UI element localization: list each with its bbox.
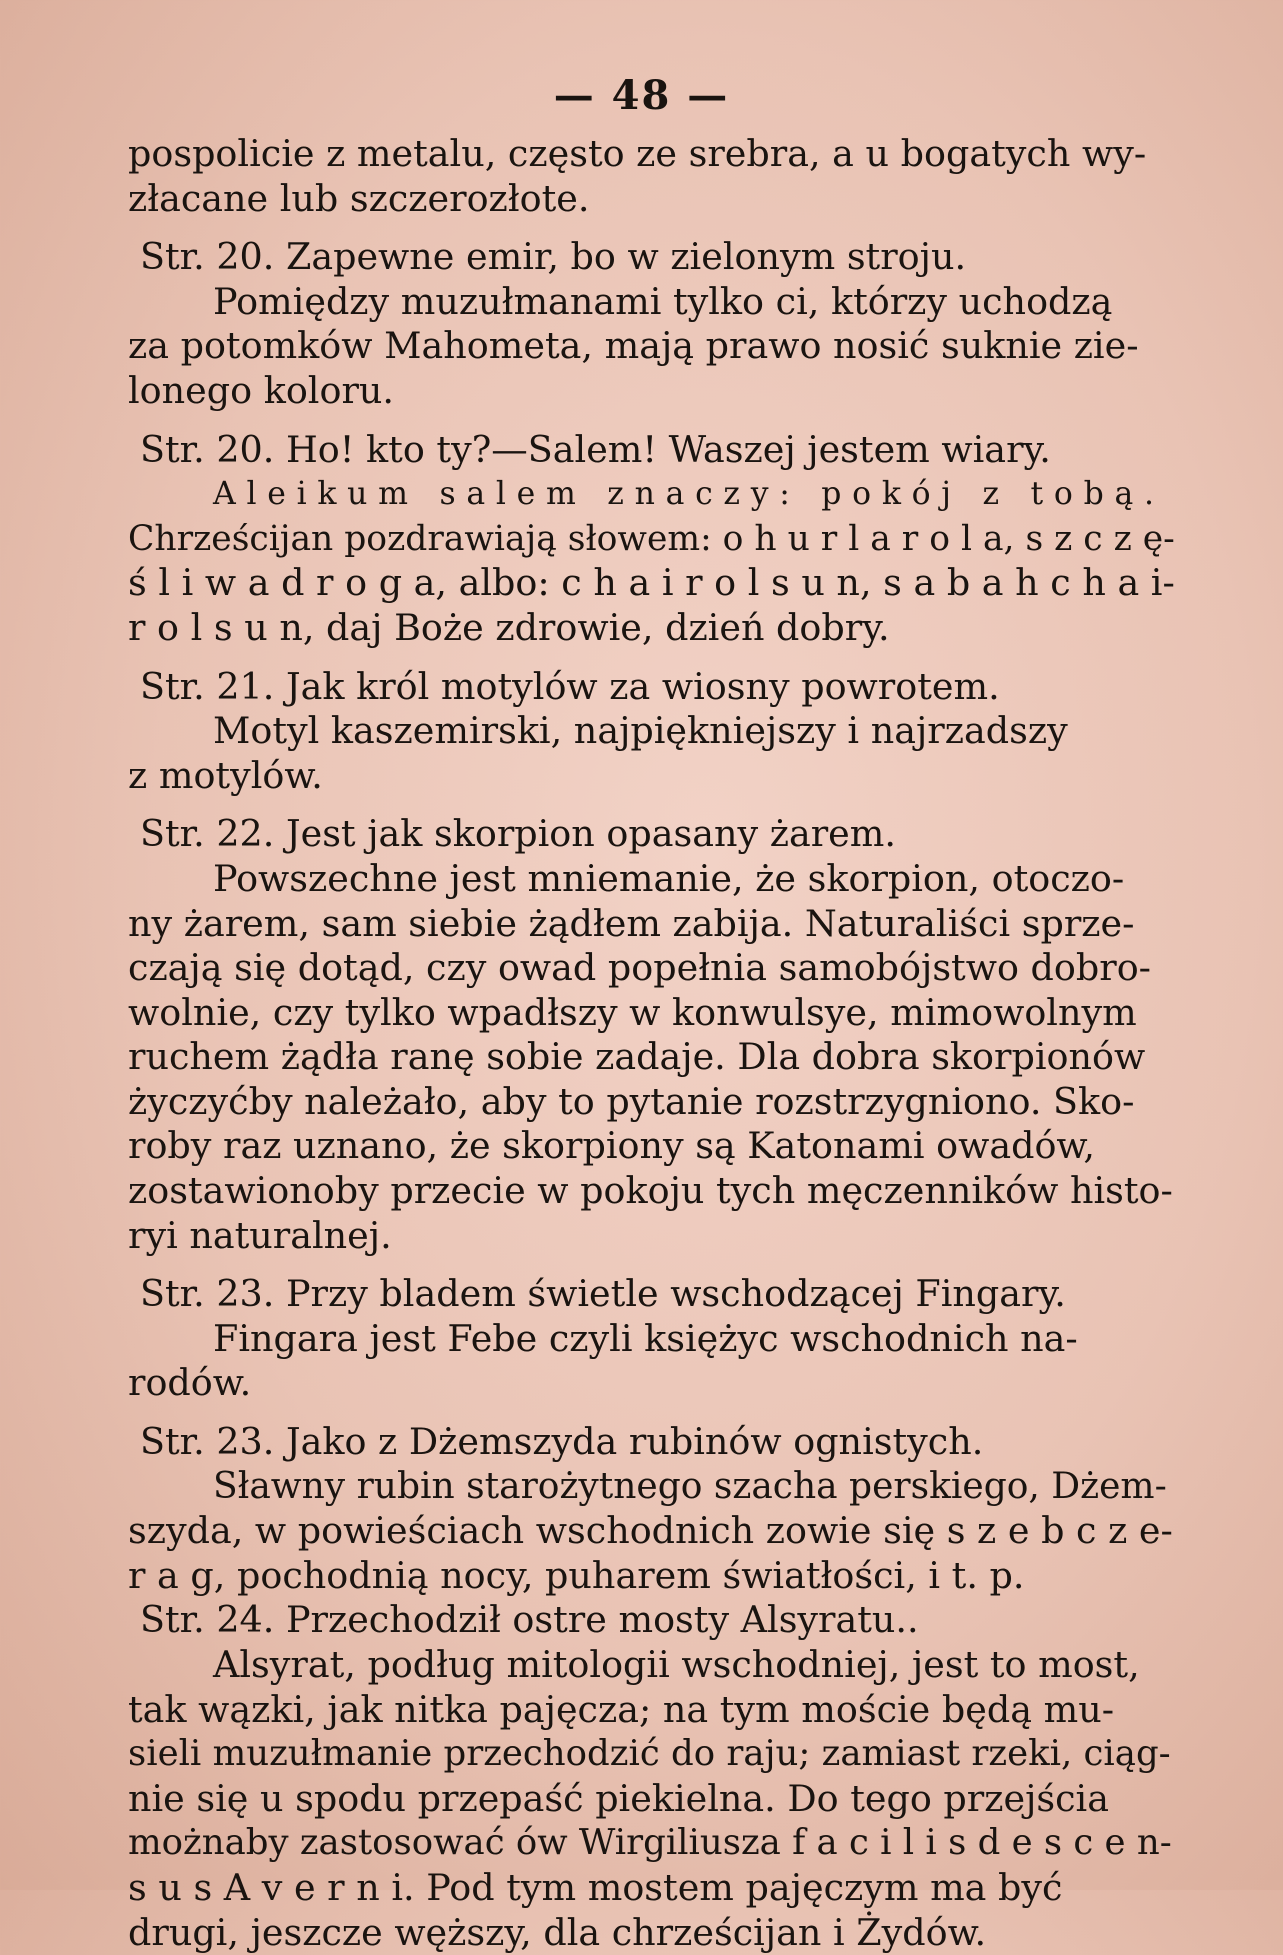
- note-heading: Str. 23. Przy bladem świetle wschodzącej Fingary.: [140, 1272, 1066, 1316]
- text-line: z motylów.: [128, 753, 323, 797]
- text-line: wolnie, czy tylko wpadłszy w konwulsye, mimowolnym: [128, 990, 1137, 1034]
- text-line: Fingara jest Febe czyli księżyc wschodnich na-: [213, 1316, 1078, 1360]
- text-line: czają się dotąd, czy owad popełnia samobójstwo dobro-: [128, 946, 1151, 990]
- text-line: lonego koloru.: [128, 368, 394, 412]
- note-heading: Str. 22. Jest jak skorpion opasany żarem.: [140, 812, 896, 856]
- text-line: ny żarem, sam siebie żądłem zabija. Naturaliści sprze-: [128, 901, 1135, 945]
- text-line: Motyl kaszemirski, najpiękniejszy i najrzadszy: [213, 709, 1068, 753]
- text-line: s u s A v e r n i. Pod tym mostem pajęczym ma być: [128, 1865, 1063, 1909]
- text-line: za potomków Mahometa, mają prawo nosić suknie zie-: [128, 324, 1139, 368]
- text-line: ś l i w a d r o g a, albo: c h a i r o l s u n, s a b a h c h a i-: [128, 561, 1175, 605]
- note-heading: Str. 20. Ho! kto ty?—Salem! Waszej jestem wiary.: [140, 427, 1051, 471]
- text-line: zostawionoby przecie w pokoju tych męczenników histo-: [128, 1169, 1173, 1213]
- text-line: r a g, pochodnią nocy, puharem światłości, i t. p.: [128, 1553, 1025, 1597]
- page-number: — 48 —: [553, 72, 730, 119]
- text-line: Aleikum salem znaczy: pokój z tobą.: [213, 476, 1165, 513]
- text-line: Powszechne jest mniemanie, że skorpion, otoczo-: [213, 856, 1125, 900]
- text-line: Alsyrat, podług mitologii wschodniej, jest to most,: [213, 1643, 1140, 1686]
- text-line: życzyćby należało, aby to pytanie rozstrzygniono. Sko-: [128, 1079, 1135, 1123]
- note-heading: Str. 23. Jako z Dżemszyda rubinów ognistych.: [140, 1420, 984, 1464]
- note-heading: Str. 20. Zapewne emir, bo w zielonym stroju.: [140, 235, 967, 279]
- text-line: możnaby zastosować ów Wirgiliusza f a c i l i s d e s c e n-: [128, 1822, 1172, 1864]
- text-line: złacane lub szczerozłote.: [128, 176, 590, 220]
- notes-text: [128, 132, 1178, 1955]
- text-line: pospolicie z metalu, często ze srebra, a u bogatych wy-: [128, 132, 1147, 175]
- text-line: Pomiędzy muzułmanami tylko ci, którzy uchodzą: [213, 279, 1113, 323]
- text-line: drugi, jeszcze węższy, dla chrześcijan i Żydów.: [128, 1910, 987, 1954]
- text-line: szyda, w powieściach wschodnich zowie się s z e b c z e-: [128, 1509, 1173, 1553]
- text-line: Sławny rubin starożytnego szacha perskiego, Dżem-: [213, 1465, 1167, 1507]
- note-heading: Str. 21. Jak król motylów za wiosny powrotem.: [140, 664, 1000, 708]
- text-line: ryi naturalnej.: [128, 1213, 392, 1257]
- text-line: ruchem żądła ranę sobie zadaje. Dla dobra skorpionów: [128, 1035, 1146, 1079]
- note-heading: Str. 24. Przechodził ostre mosty Alsyratu..: [140, 1598, 919, 1642]
- text-line: tak wązki, jak nitka pajęcza; na tym moście będą mu-: [128, 1687, 1115, 1731]
- text-line: r o l s u n, daj Boże zdrowie, dzień dobry.: [128, 605, 890, 649]
- text-line: rodów.: [128, 1361, 252, 1405]
- text-line: roby raz uznano, że skorpiony są Katonami owadów,: [128, 1124, 1095, 1168]
- text-line: nie się u spodu przepaść piekielna. Do tego przejścia: [128, 1776, 1109, 1820]
- text-line: sieli muzułmanie przechodzić do raju; zamiast rzeki, ciąg-: [128, 1733, 1171, 1775]
- text-line: Chrześcijan pozdrawiają słowem: o h u r l a r o l a, s z c z ę-: [128, 518, 1175, 559]
